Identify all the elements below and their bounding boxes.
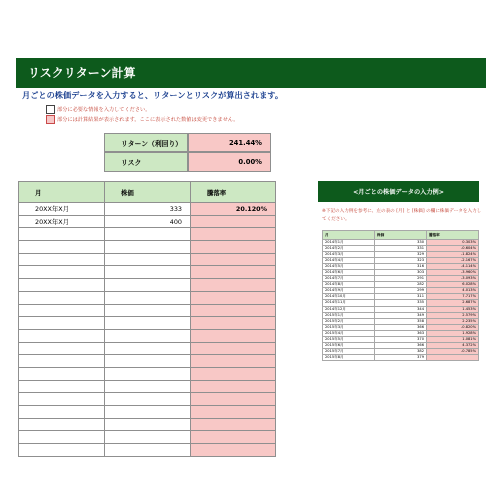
example-month-cell: 2015年6月: [323, 342, 375, 348]
month-cell[interactable]: [19, 304, 105, 317]
table-row: [19, 241, 276, 254]
change-rate-cell: [191, 393, 276, 406]
change-rate-cell: [191, 291, 276, 304]
example-price-cell: 344: [375, 306, 427, 312]
month-cell[interactable]: [19, 266, 105, 279]
example-title: <月ごとの株価データの入力例>: [318, 181, 479, 202]
month-cell[interactable]: [19, 317, 105, 330]
table-row: [19, 393, 276, 406]
month-cell[interactable]: [19, 444, 105, 457]
price-cell[interactable]: [105, 431, 191, 444]
example-change-rate-cell: -1.824%: [427, 252, 479, 258]
change-rate-cell: [191, 431, 276, 444]
change-rate-cell: [191, 279, 276, 292]
table-row: [19, 228, 276, 241]
example-month-cell: 2014年9月: [323, 288, 375, 294]
table-row: [19, 406, 276, 419]
return-value: 241.44%: [188, 133, 271, 152]
example-note: ※下記の入力例を参考に、左の表の [月] と [株価] の欄に株価データを入力してください。: [322, 209, 482, 222]
example-month-cell: 2014年2月: [323, 246, 375, 252]
example-month-cell: 2015年1月: [323, 312, 375, 318]
table-row: [19, 203, 276, 216]
example-price-cell: 330: [375, 240, 427, 246]
change-rate-cell: [191, 406, 276, 419]
table-row: [19, 418, 276, 431]
month-cell[interactable]: [19, 406, 105, 419]
example-price-cell: 311: [375, 294, 427, 300]
month-cell[interactable]: [19, 393, 105, 406]
change-rate-cell: [191, 266, 276, 279]
example-header-price: 株価: [375, 231, 427, 240]
price-cell[interactable]: [105, 317, 191, 330]
example-table: [322, 230, 479, 361]
price-cell[interactable]: [105, 380, 191, 393]
example-change-rate-cell: -0.785%: [427, 348, 479, 354]
input-legend-swatch: [46, 105, 55, 114]
price-cell[interactable]: 400: [105, 215, 191, 228]
change-rate-cell: [191, 418, 276, 431]
output-legend-text: 部分には計算結果が表示されます。ここに表示された数値は変更できません。: [57, 117, 239, 123]
change-rate-cell: [191, 317, 276, 330]
month-cell[interactable]: 20XX年X月: [19, 215, 105, 228]
risk-label: リスク: [104, 152, 188, 172]
change-rate-cell: [191, 342, 276, 355]
table-row: [19, 291, 276, 304]
example-change-rate-cell: 0.303%: [427, 240, 479, 246]
page-title: リスクリターン計算: [28, 66, 136, 80]
price-cell[interactable]: [105, 367, 191, 380]
example-price-cell: 358: [375, 318, 427, 324]
example-change-rate-cell: 1.081%: [427, 336, 479, 342]
month-cell[interactable]: [19, 431, 105, 444]
price-cell[interactable]: [105, 418, 191, 431]
table-row: [19, 431, 276, 444]
example-month-cell: 2014年10月: [323, 294, 375, 300]
price-cell[interactable]: [105, 393, 191, 406]
month-cell[interactable]: [19, 241, 105, 254]
table-row: [19, 266, 276, 279]
change-rate-cell: [191, 444, 276, 457]
example-month-cell: 2015年4月: [323, 330, 375, 336]
price-cell[interactable]: [105, 342, 191, 355]
month-cell[interactable]: [19, 279, 105, 292]
example-change-rate-cell: 6.028%: [427, 282, 479, 288]
month-cell[interactable]: [19, 291, 105, 304]
example-month-cell: 2015年8月: [323, 354, 375, 360]
example-change-rate-cell: 4.013%: [427, 288, 479, 294]
month-cell[interactable]: [19, 418, 105, 431]
header-price: 株価: [105, 182, 191, 203]
example-price-cell: 316: [375, 264, 427, 270]
example-header-change-rate: 騰落率: [427, 231, 479, 240]
price-cell[interactable]: [105, 406, 191, 419]
example-month-cell: 2014年6月: [323, 270, 375, 276]
example-change-rate-cell: [427, 354, 479, 360]
price-cell[interactable]: 333: [105, 203, 191, 216]
example-month-cell: 2015年7月: [323, 348, 375, 354]
change-rate-cell: [191, 228, 276, 241]
example-month-cell: 2015年2月: [323, 318, 375, 324]
example-price-cell: 363: [375, 330, 427, 336]
table-row: [19, 253, 276, 266]
month-cell[interactable]: [19, 228, 105, 241]
example-header-month: 月: [323, 231, 375, 240]
change-rate-cell: [191, 241, 276, 254]
table-row: [19, 367, 276, 380]
example-month-cell: 2014年5月: [323, 264, 375, 270]
price-cell[interactable]: [105, 304, 191, 317]
example-month-cell: 2014年7月: [323, 276, 375, 282]
example-price-cell: 291: [375, 276, 427, 282]
month-cell[interactable]: [19, 342, 105, 355]
example-month-cell: 2014年1月: [323, 240, 375, 246]
example-change-rate-cell: 2.687%: [427, 300, 479, 306]
example-change-rate-cell: -0.820%: [427, 324, 479, 330]
month-cell[interactable]: [19, 380, 105, 393]
example-price-cell: 331: [375, 246, 427, 252]
example-change-rate-cell: -3.093%: [427, 276, 479, 282]
price-cell[interactable]: [105, 329, 191, 342]
example-change-rate-cell: 2.579%: [427, 312, 479, 318]
change-rate-cell: [191, 380, 276, 393]
example-change-rate-cell: -2.167%: [427, 258, 479, 264]
price-cell[interactable]: [105, 279, 191, 292]
header-month: 月: [19, 182, 105, 203]
example-change-rate-cell: -4.114%: [427, 264, 479, 270]
example-price-cell: 299: [375, 288, 427, 294]
table-row: [19, 317, 276, 330]
example-price-cell: 370: [375, 336, 427, 342]
example-price-cell: 382: [375, 348, 427, 354]
example-price-cell: 366: [375, 324, 427, 330]
change-rate-cell: [191, 304, 276, 317]
output-legend-swatch: [46, 115, 55, 124]
price-cell[interactable]: [105, 444, 191, 457]
example-price-cell: 323: [375, 258, 427, 264]
example-price-cell: 379: [375, 354, 427, 360]
example-month-cell: 2014年4月: [323, 258, 375, 264]
example-price-cell: 329: [375, 252, 427, 258]
example-row: [323, 354, 479, 360]
month-cell[interactable]: [19, 253, 105, 266]
example-price-cell: 349: [375, 312, 427, 318]
example-month-cell: 2015年5月: [323, 336, 375, 342]
table-row: [19, 215, 276, 228]
change-rate-cell: 20.120%: [191, 203, 276, 216]
price-cell[interactable]: [105, 291, 191, 304]
example-month-cell: 2014年8月: [323, 282, 375, 288]
change-rate-cell: [191, 329, 276, 342]
return-label: リターン（利回り）: [104, 133, 188, 152]
month-cell[interactable]: [19, 367, 105, 380]
example-header-row: [323, 231, 479, 240]
table-row: [19, 444, 276, 457]
example-price-cell: 282: [375, 282, 427, 288]
page-subtitle: 月ごとの株価データを入力すると、リターンとリスクが算出されます。: [22, 90, 284, 100]
input-legend-text: 部分に必要な情報を入力してください。: [57, 107, 151, 113]
example-change-rate-cell: 4.372%: [427, 342, 479, 348]
example-price-cell: 335: [375, 300, 427, 306]
example-price-cell: 303: [375, 270, 427, 276]
table-header-row: [19, 182, 276, 203]
table-row: [19, 355, 276, 368]
table-row: [19, 380, 276, 393]
price-cell[interactable]: [105, 253, 191, 266]
example-change-rate-cell: 7.717%: [427, 294, 479, 300]
example-month-cell: 2014年11月: [323, 300, 375, 306]
month-cell[interactable]: [19, 329, 105, 342]
month-cell[interactable]: [19, 355, 105, 368]
change-rate-cell: [191, 253, 276, 266]
table-row: [19, 304, 276, 317]
example-month-cell: 2014年3月: [323, 252, 375, 258]
risk-value: 0.00%: [188, 152, 271, 172]
header-change-rate: 騰落率: [191, 182, 276, 203]
change-rate-cell: [191, 215, 276, 228]
price-cell[interactable]: [105, 355, 191, 368]
example-price-cell: 366: [375, 342, 427, 348]
example-month-cell: 2014年12月: [323, 306, 375, 312]
example-change-rate-cell: -0.604%: [427, 246, 479, 252]
change-rate-cell: [191, 355, 276, 368]
price-cell[interactable]: [105, 241, 191, 254]
example-change-rate-cell: 2.235%: [427, 318, 479, 324]
change-rate-cell: [191, 367, 276, 380]
table-row: [19, 329, 276, 342]
stock-data-table: [18, 181, 276, 457]
price-cell[interactable]: [105, 228, 191, 241]
example-change-rate-cell: 1.453%: [427, 306, 479, 312]
table-row: [19, 342, 276, 355]
month-cell[interactable]: 20XX年X月: [19, 203, 105, 216]
example-month-cell: 2015年3月: [323, 324, 375, 330]
table-row: [19, 279, 276, 292]
example-change-rate-cell: 1.928%: [427, 330, 479, 336]
price-cell[interactable]: [105, 266, 191, 279]
example-change-rate-cell: -3.960%: [427, 270, 479, 276]
